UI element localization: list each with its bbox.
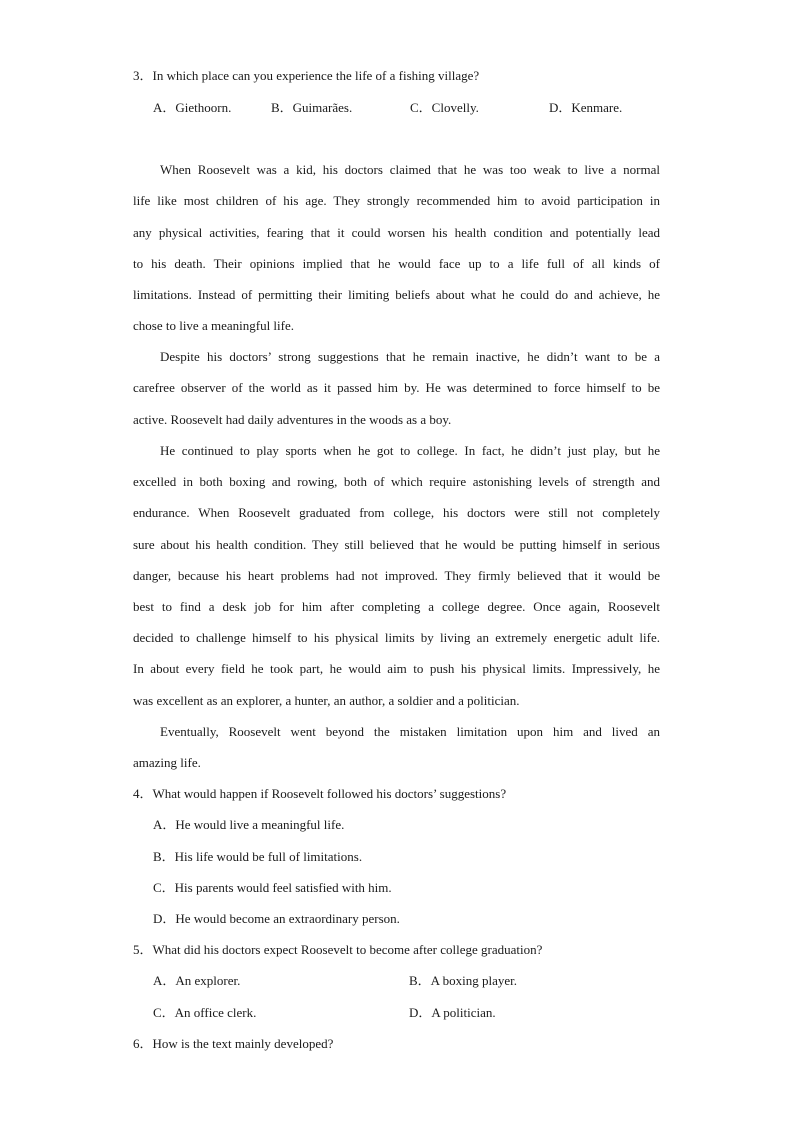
passage-line: life like most children of his age. They strongly recommended him to avoid participation in [133,193,660,208]
passage-line: chose to live a meaningful life. [133,318,295,333]
q6-stem: 6．How is the text mainly developed? [133,1036,334,1051]
q4-option-a: A．He would live a meaningful life. [153,817,345,832]
passage-line: In about every field he took part, he would aim to push his physical limits. Impressively, he [133,661,660,676]
q4-option-b: B．His life would be full of limitations. [153,849,363,864]
passage-line: decided to challenge himself to his physical limits by living an extremely energetic adult life. [133,630,660,645]
q5-option-b: B．A boxing player. [409,973,517,988]
passage-line: Despite his doctors’ strong suggestions that he remain inactive, he didn’t want to be a [160,349,660,364]
passage-line: When Roosevelt was a kid, his doctors claimed that he was too weak to live a normal [160,162,660,177]
passage-line: was excellent as an explorer, a hunter, an author, a soldier and a politician. [133,693,520,708]
q3-option-b: B．Guimarães. [271,100,353,115]
q3-stem: 3．In which place can you experience the life of a fishing village? [133,68,480,83]
passage-line: carefree observer of the world as it passed him by. He was determined to force himself to be [133,380,660,395]
q3-option-d: D．Kenmare. [549,100,623,115]
passage-line: active. Roosevelt had daily adventures in the woods as a boy. [133,412,452,427]
q4-option-d: D．He would become an extraordinary person. [153,911,400,926]
q4-option-c: C．His parents would feel satisfied with him. [153,880,392,895]
passage-line: to his death. Their opinions implied that he would face up to a life full of all kinds of [133,256,660,271]
q5-option-a: A．An explorer. [153,973,241,988]
q5-option-d: D．A politician. [409,1005,496,1020]
passage-line: sure about his health condition. They still believed that he would be putting himself in serious [133,537,660,552]
q3-option-a: A．Giethoorn. [153,100,232,115]
passage-line: danger, because his heart problems had not improved. They firmly believed that it would be [133,568,660,583]
passage-line: Eventually, Roosevelt went beyond the mistaken limitation upon him and lived an [160,724,660,739]
q4-stem: 4．What would happen if Roosevelt followed his doctors’ suggestions? [133,786,507,801]
passage-line: endurance. When Roosevelt graduated from college, his doctors were still not completely [133,505,660,520]
passage-line: excelled in both boxing and rowing, both of which require astonishing levels of strength and [133,474,660,489]
passage-line: limitations. Instead of permitting their limiting beliefs about what he could do and achieve, he [133,287,660,302]
passage-line: amazing life. [133,755,201,770]
q5-option-c: C．An office clerk. [153,1005,257,1020]
q5-stem: 5．What did his doctors expect Roosevelt to become after college graduation? [133,942,543,957]
passage-line: any physical activities, fearing that it could worsen his health condition and potentially lead [133,225,660,240]
passage-line: He continued to play sports when he got to college. In fact, he didn’t just play, but he [160,443,660,458]
passage-line: best to find a desk job for him after completing a college degree. Once again, Roosevelt [133,599,660,614]
q3-option-c: C．Clovelly. [410,100,479,115]
